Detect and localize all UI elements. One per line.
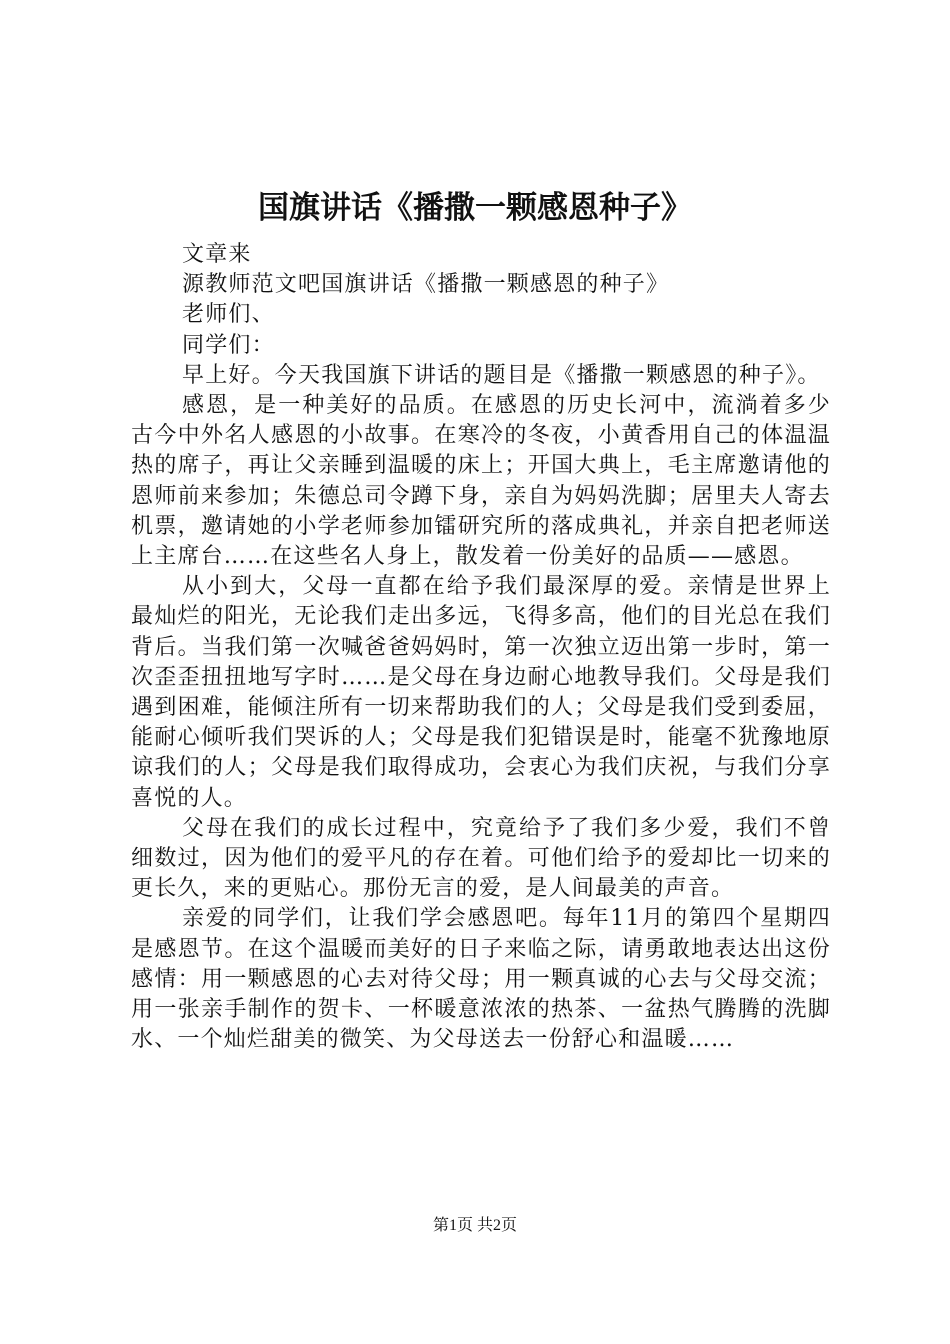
paragraph-greeting-teachers: 老师们、 [182, 302, 275, 328]
document-body [131, 240, 831, 1055]
document-title: 国旗讲话《播撒一颗感恩种子》 [258, 190, 692, 226]
paragraph-source-line-1: 文章来 [182, 242, 252, 267]
paragraph-parents-love: 从小到大，父母一直都在给予我们最深厚的爱。亲情是世界上最灿烂的阳光，无论我们走出多远，飞得多高，他们的目光总在我们背后。当我们第一次喊爸爸妈妈时，第一次独立迈出第一步时，第一次歪歪扭扭地写字时……是父母在身边耐心地教导我们。父母是我们遇到困难，能倾注所有一切来帮助我们的人；父母是我们受到委屈，能耐心倾听我们哭诉的人；父母是我们犯错误是时，能毫不犹豫地原谅我们的人；父母是我们取得成功，会衷心为我们庆祝，与我们分享喜悦的人。 [131, 574, 831, 811]
paragraph-silent-love: 父母在我们的成长过程中，究竟给予了我们多少爱，我们不曾细数过，因为他们的爱平凡的存在着。可他们给予的爱却比一切来的更长久，来的更贴心。那份无言的爱，是人间最美的声音。 [131, 815, 831, 902]
paragraph-source-line-2: 源教师范文吧国旗讲话《播撒一颗感恩的种子》 [182, 272, 670, 298]
paragraph-opening: 早上好。今天我国旗下讲话的题目是《播撒一颗感恩的种子》。 [182, 362, 821, 388]
page-footer: 第1页 共2页 [432, 1217, 517, 1234]
paragraph-call-to-action: 亲爱的同学们，让我们学会感恩吧。每年11月的第四个星期四是感恩节。在这个温暖而美好的日子来临之际，请勇敢地表达出这份感情：用一颗感恩的心去对待父母；用一颗真诚的心去与父母交流；用一张亲手制作的贺卡、一杯暖意浓浓的热茶、一盆热气腾腾的洗脚水、一个灿烂甜美的微笑、为父母送去一份舒心和温暖…… [131, 906, 831, 1053]
paragraph-greeting-students: 同学们： [182, 332, 275, 358]
paragraph-gratitude-stories: 感恩，是一种美好的品质。在感恩的历史长河中，流淌着多少古今中外名人感恩的小故事。在寒冷的冬夜，小黄香用自己的体温温热的席子，再让父亲睡到温暖的床上；开国大典上，毛主席邀请他的恩师前来参加；朱德总司令蹲下身，亲自为妈妈洗脚；居里夫人寄去机票，邀请她的小学老师参加镭研究所的落成典礼，并亲自把老师送上主席台……在这些名人身上，散发着一份美好的品质——感恩。 [131, 393, 831, 570]
